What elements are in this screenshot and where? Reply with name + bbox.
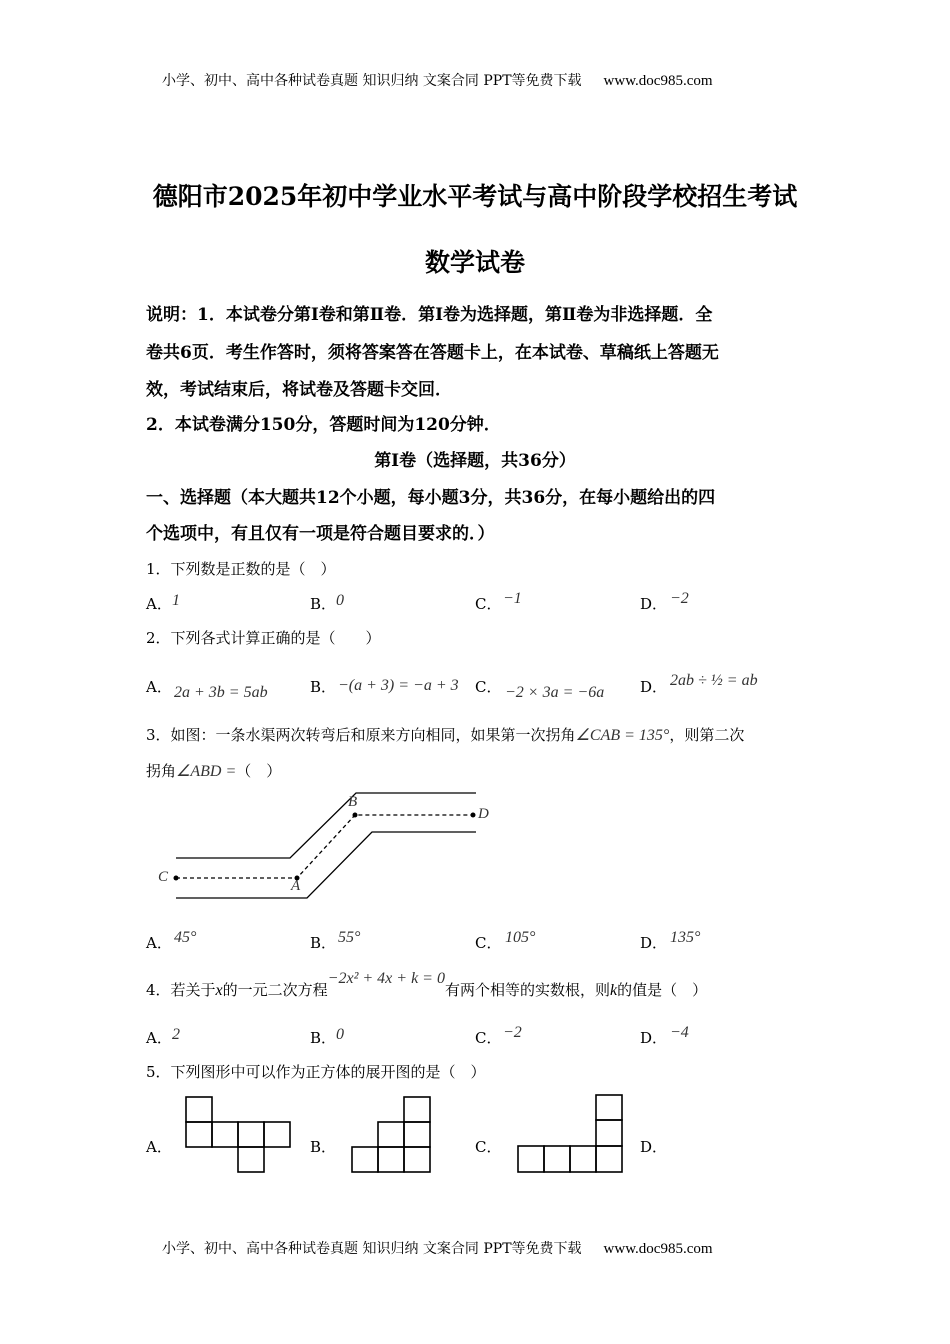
option-value: −4: [670, 1024, 689, 1041]
label-a: A: [291, 878, 301, 894]
option-label: D．: [640, 934, 668, 952]
stem-text: 有两个相等的实数根，则: [444, 981, 610, 999]
label-c: C: [158, 869, 169, 885]
stem-text: 的值是（ ）: [617, 981, 708, 999]
section-heading: 个选项中，有且仅有一项是符合题目要求的．）: [146, 524, 495, 544]
canal-diagram: [176, 793, 476, 898]
stem-text: 拐角: [146, 762, 177, 780]
option-label: C．: [475, 1138, 502, 1156]
option-value: 2: [172, 1026, 180, 1043]
net-figures: [186, 1095, 622, 1172]
label-b: B: [348, 794, 358, 810]
option-label: A．: [146, 678, 172, 696]
instruction-line: 说明：1．本试卷分第Ⅰ卷和第Ⅱ卷．第Ⅰ卷为选择题，第Ⅱ卷为非选择题．全: [146, 305, 713, 325]
option-value: −2: [503, 1024, 522, 1041]
point-d: [471, 813, 476, 818]
option-label: B．: [310, 1029, 337, 1047]
canal-upper-edge: [176, 793, 476, 858]
exam-title: 德阳市2025年初中学业水平考试与高中阶段学校招生考试: [152, 182, 798, 211]
point-b: [353, 813, 358, 818]
math-var: k: [609, 982, 618, 999]
option-label: B．: [310, 934, 337, 952]
instruction-line: 效，考试结束后，将试卷及答题卡交回．: [146, 380, 452, 400]
option-label: C．: [475, 595, 502, 613]
option-label: C．: [475, 934, 502, 952]
footer-url[interactable]: www.doc985.com: [603, 1241, 713, 1257]
math-var: x: [215, 982, 223, 999]
header-url[interactable]: www.doc985.com: [603, 73, 713, 89]
option-label: B．: [310, 595, 337, 613]
option-label: B．: [310, 678, 337, 696]
question-2-stem: 2．下列各式计算正确的是（ ）: [146, 629, 381, 647]
stem-text: 的一元二次方程: [222, 981, 328, 999]
option-label: C．: [475, 1029, 502, 1047]
question-4-stem: [146, 970, 708, 1000]
point-c: [174, 876, 179, 881]
option-label: A．: [146, 1029, 172, 1047]
option-label: C．: [475, 678, 502, 696]
option-value: 135°: [670, 929, 701, 946]
option-value: 0: [336, 1026, 344, 1043]
option-label: A．: [146, 1138, 172, 1156]
option-label: A．: [146, 934, 172, 952]
footer-text: 小学、初中、高中各种试卷真题 知识归纳 文案合同 PPT等免费下载: [162, 1241, 582, 1257]
net-c: [518, 1095, 622, 1172]
part-title: 第Ⅰ卷（选择题，共36分）: [374, 451, 576, 471]
option-label: A．: [146, 595, 172, 613]
exam-subtitle: 数学试卷: [424, 248, 525, 277]
option-value: 105°: [505, 929, 536, 946]
canal-lower-edge: [176, 832, 476, 898]
option-value: 0: [336, 592, 344, 609]
option-label: D．: [640, 595, 668, 613]
stem-text: 3．如图：一条水渠两次转弯后和原来方向相同，如果第一次拐角: [146, 726, 576, 744]
stem-text: ，则第二次: [669, 726, 745, 744]
stem-text: 4．若关于: [146, 981, 216, 999]
header-text: 小学、初中、高中各种试卷真题 知识归纳 文案合同 PPT等免费下载: [162, 73, 582, 89]
option-value: 45°: [174, 929, 197, 946]
math-expr: ∠ABD =: [176, 763, 237, 780]
option-value: −2: [670, 590, 689, 607]
equation: −2x² + 4x + k = 0: [327, 970, 445, 987]
label-d: D: [478, 806, 489, 822]
option-label: D．: [640, 1029, 668, 1047]
question-1-stem: 1．下列数是正数的是（ ）: [146, 560, 336, 578]
instruction-line: 2．本试卷满分150分，答题时间为120分钟．: [146, 415, 501, 435]
question-5-stem: 5．下列图形中可以作为正方体的展开图的是（ ）: [146, 1063, 486, 1081]
option-label: D．: [640, 1138, 668, 1156]
option-label: D．: [640, 678, 668, 696]
net-a: [186, 1097, 290, 1172]
instruction-line: 卷共6页．考生作答时，须将答案答在答题卡上，在本试卷、草稿纸上答题无: [146, 343, 719, 363]
net-b: [352, 1097, 430, 1172]
option-label: B．: [310, 1138, 337, 1156]
stem-text: （ ）: [236, 762, 282, 780]
page-footer: [162, 1238, 713, 1258]
option-value: 55°: [338, 929, 361, 946]
option-value: 2ab ÷ ½ = ab: [670, 672, 758, 689]
option-value: −1: [503, 590, 522, 607]
option-value: 2a + 3b = 5ab: [174, 684, 268, 701]
option-value: −(a + 3) = −a + 3: [338, 677, 459, 694]
option-value: 1: [172, 592, 180, 609]
section-heading: 一、选择题（本大题共12个小题，每小题3分，共36分，在每小题给出的四: [146, 488, 716, 508]
math-expr: ∠CAB = 135°: [575, 727, 670, 744]
option-value: −2 × 3a = −6a: [505, 684, 605, 701]
